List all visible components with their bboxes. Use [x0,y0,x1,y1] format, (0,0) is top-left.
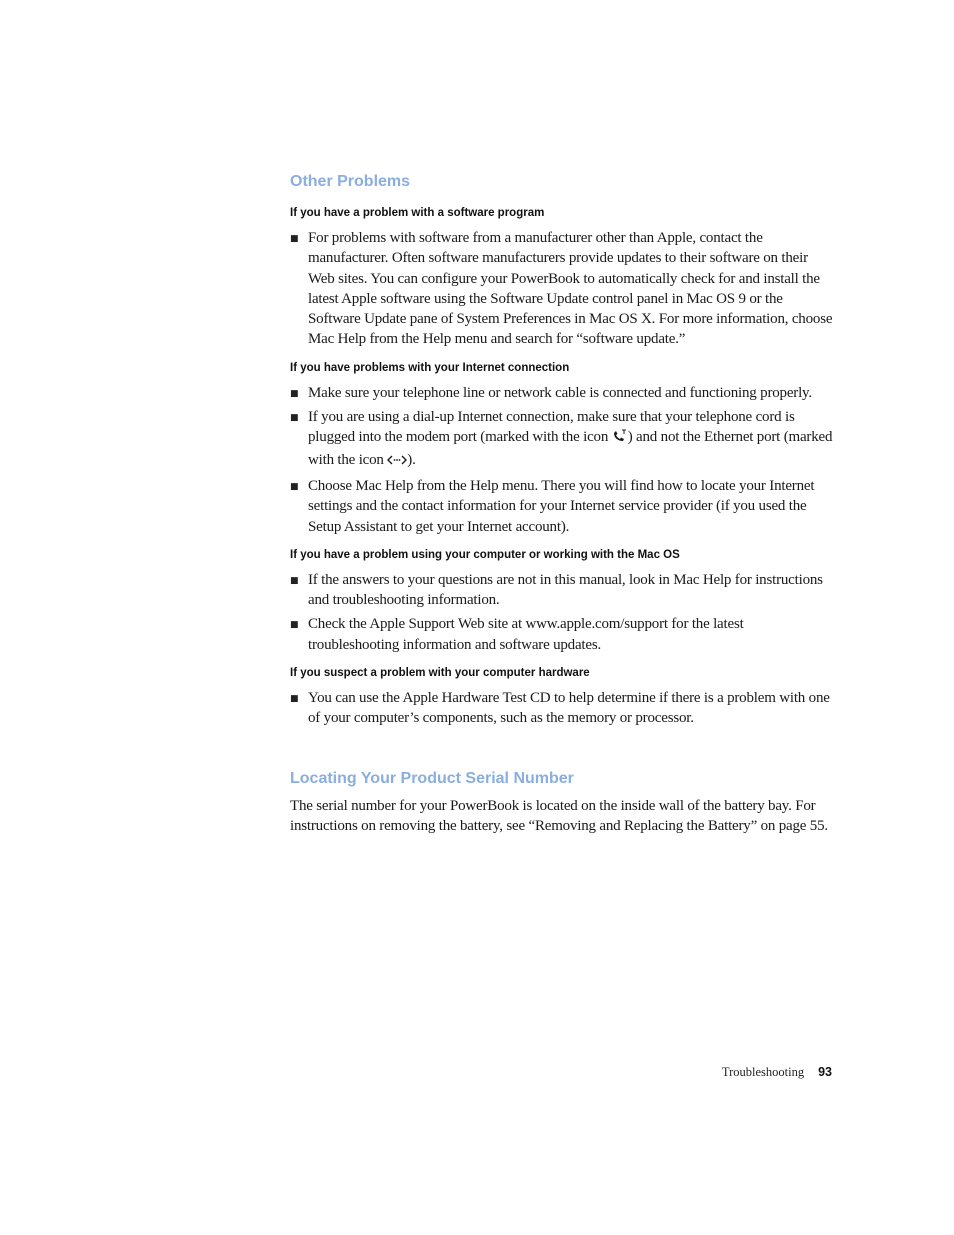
subhead-hardware: If you suspect a problem with your computer hardware [290,667,590,680]
list-item: ■ Choose Mac Help from the Help menu. There you will find how to locate your Internet settings and the contact information for your Internet service provider (if you used the Setup Assistant to get your Internet account). [290,477,815,535]
serial-number-paragraph: The serial number for your PowerBook is located on the inside wall of the battery bay. For instructions on removing the battery, see “Removing and Replacing the Battery” on page 55. [290,797,828,834]
subhead-internet-connection: If you have problems with your Internet connection [290,361,570,374]
section-title-serial-number: Locating Your Product Serial Number [290,769,574,787]
bullet-list-hardware [290,688,835,729]
bullet-list-internet [290,383,835,537]
subhead-mac-os: If you have a problem using your computer or working with the Mac OS [290,548,680,561]
bullet-square-icon: ■ [290,234,299,244]
modem-port-icon [612,429,628,449]
section-title-other-problems: Other Problems [290,173,411,190]
bullet-list-mac-os [290,570,835,655]
list-item: ■ If you are using a dial-up Internet connection, make sure that your telephone cord is plugged into the modem port (marked with the icon ) and not the Ethernet port (marked with the icon ). [290,407,835,472]
bullet-list-software [290,228,835,350]
footer-chapter-label: Troubleshooting [721,1065,805,1079]
list-item: ■ For problems with software from a manufacturer other than Apple, contact the manufacturer. Often software manufacturers provide updates to their software on their Web sites. You can configure your PowerBook to automatically check for and install the latest Apple software using the Software Update control panel in Mac OS 9 or the Software Update pane of System Preferences in Mac OS X. For more information, choose Mac Help from the Help menu and search for “software update.” [290,230,833,348]
page-footer [700,1063,832,1081]
list-item: ■ You can use the Apple Hardware Test CD to help determine if there is a problem with one of your computer’s components, such as the memory or processor. [290,690,830,727]
bullet-square-icon: ■ [290,575,299,586]
subhead-software-program: If you have a problem with a software program [290,207,545,219]
bullet-square-icon: ■ [290,413,299,424]
ethernet-port-icon [387,452,407,472]
bullet-square-icon: ■ [290,481,299,492]
footer-page-number: 93 [818,1065,832,1079]
bullet-square-icon: ■ [290,694,299,705]
list-item: ■ If the answers to your questions are not in this manual, look in Mac Help for instructions and troubleshooting information. [290,571,823,609]
page-body [290,170,835,836]
bullet-square-icon: ■ [290,620,299,631]
list-item: ■ Make sure your telephone line or network cable is connected and functioning properly. [290,384,812,401]
list-item: ■ Check the Apple Support Web site at www.apple.com/support for the latest troubleshooting information and software updates. [290,616,744,653]
bullet-square-icon: ■ [290,388,299,399]
